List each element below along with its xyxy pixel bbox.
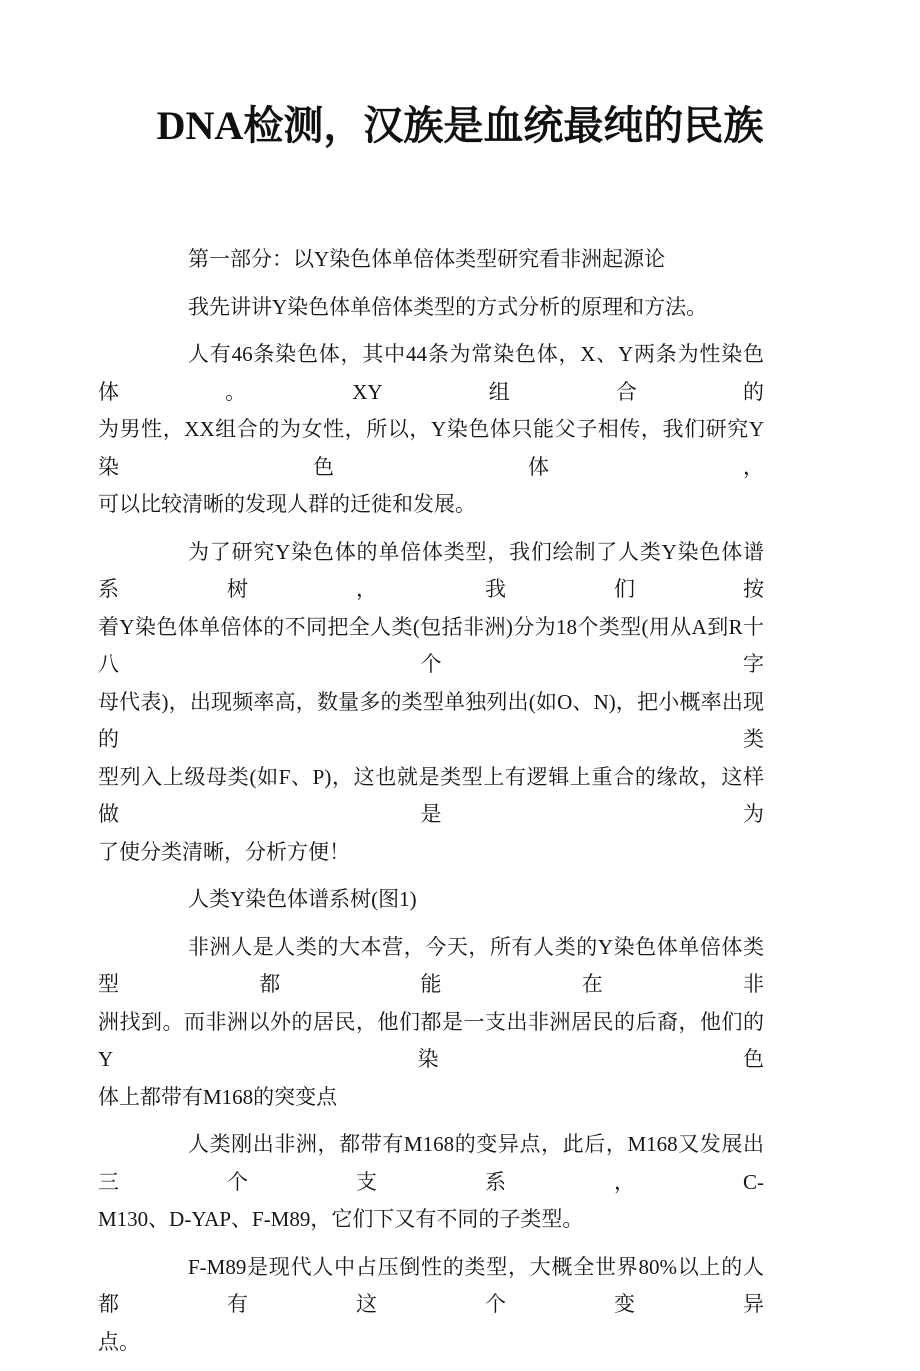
paragraph [98, 336, 764, 524]
text-line: F-M89是现代人中占压倒性的类型，大概全世界80%以上的人都有这个变异 [98, 1254, 764, 1316]
paragraph [98, 289, 764, 327]
text-line: M130、D-YAP、F-M89，它们下又有不同的子类型。 [98, 1207, 584, 1231]
text-line: 人有46条染色体，其中44条为常染色体，X、Y两条为性染色体。XY组合的 [98, 342, 764, 404]
document-body [98, 241, 764, 1371]
paragraph [98, 1126, 764, 1239]
document-title: DNA检测，汉族是血统最纯的民族 [156, 103, 764, 148]
text-line: 非洲人是人类的大本营，今天，所有人类的Y染色体单倍体类型都能在非 [98, 934, 764, 996]
text-line: 点。 [98, 1329, 140, 1354]
text-line: 人类刚出非洲，都带有M168的变异点，此后，M168又发展出三个支系，C- [98, 1132, 764, 1194]
text-line: 型列入上级母类(如F、P)，这也就是类型上有逻辑上重合的缘故，这样做是为 [98, 764, 764, 826]
text-line: 体上都带有M168的突变点 [98, 1084, 338, 1109]
paragraph [98, 241, 764, 279]
text-line: 了使分类清晰，分析方便！ [98, 839, 350, 864]
text-line: 我先讲讲Y染色体单倍体类型的方式分析的原理和方法。 [188, 294, 708, 319]
text-line: 着Y染色体单倍体的不同把全人类(包括非洲)分为18个类型(用从A到R十八个字 [98, 614, 764, 676]
text-line: 可以比较清晰的发现人群的迁徙和发展。 [98, 492, 476, 516]
text-line: 母代表)，出现频率高，数量多的类型单独列出(如O、N)，把小概率出现的类 [98, 689, 764, 751]
paragraph [98, 1249, 764, 1362]
paragraph [98, 534, 764, 872]
text-line: 为了研究Y染色体的单倍体类型，我们绘制了人类Y染色体谱系树，我们按 [98, 539, 764, 601]
paragraph [98, 929, 764, 1117]
text-line: 为男性，XX组合的为女性，所以，Y染色体只能父子相传，我们研究Y染色体， [98, 417, 764, 479]
text-line: 洲找到。而非洲以外的居民，他们都是一支出非洲居民的后裔，他们的Y染色 [98, 1009, 764, 1071]
text-line: 人类Y染色体谱系树(图1) [188, 887, 417, 911]
paragraph [98, 881, 764, 919]
text-line: 第一部分：以Y染色体单倍体类型研究看非洲起源论 [188, 247, 666, 271]
